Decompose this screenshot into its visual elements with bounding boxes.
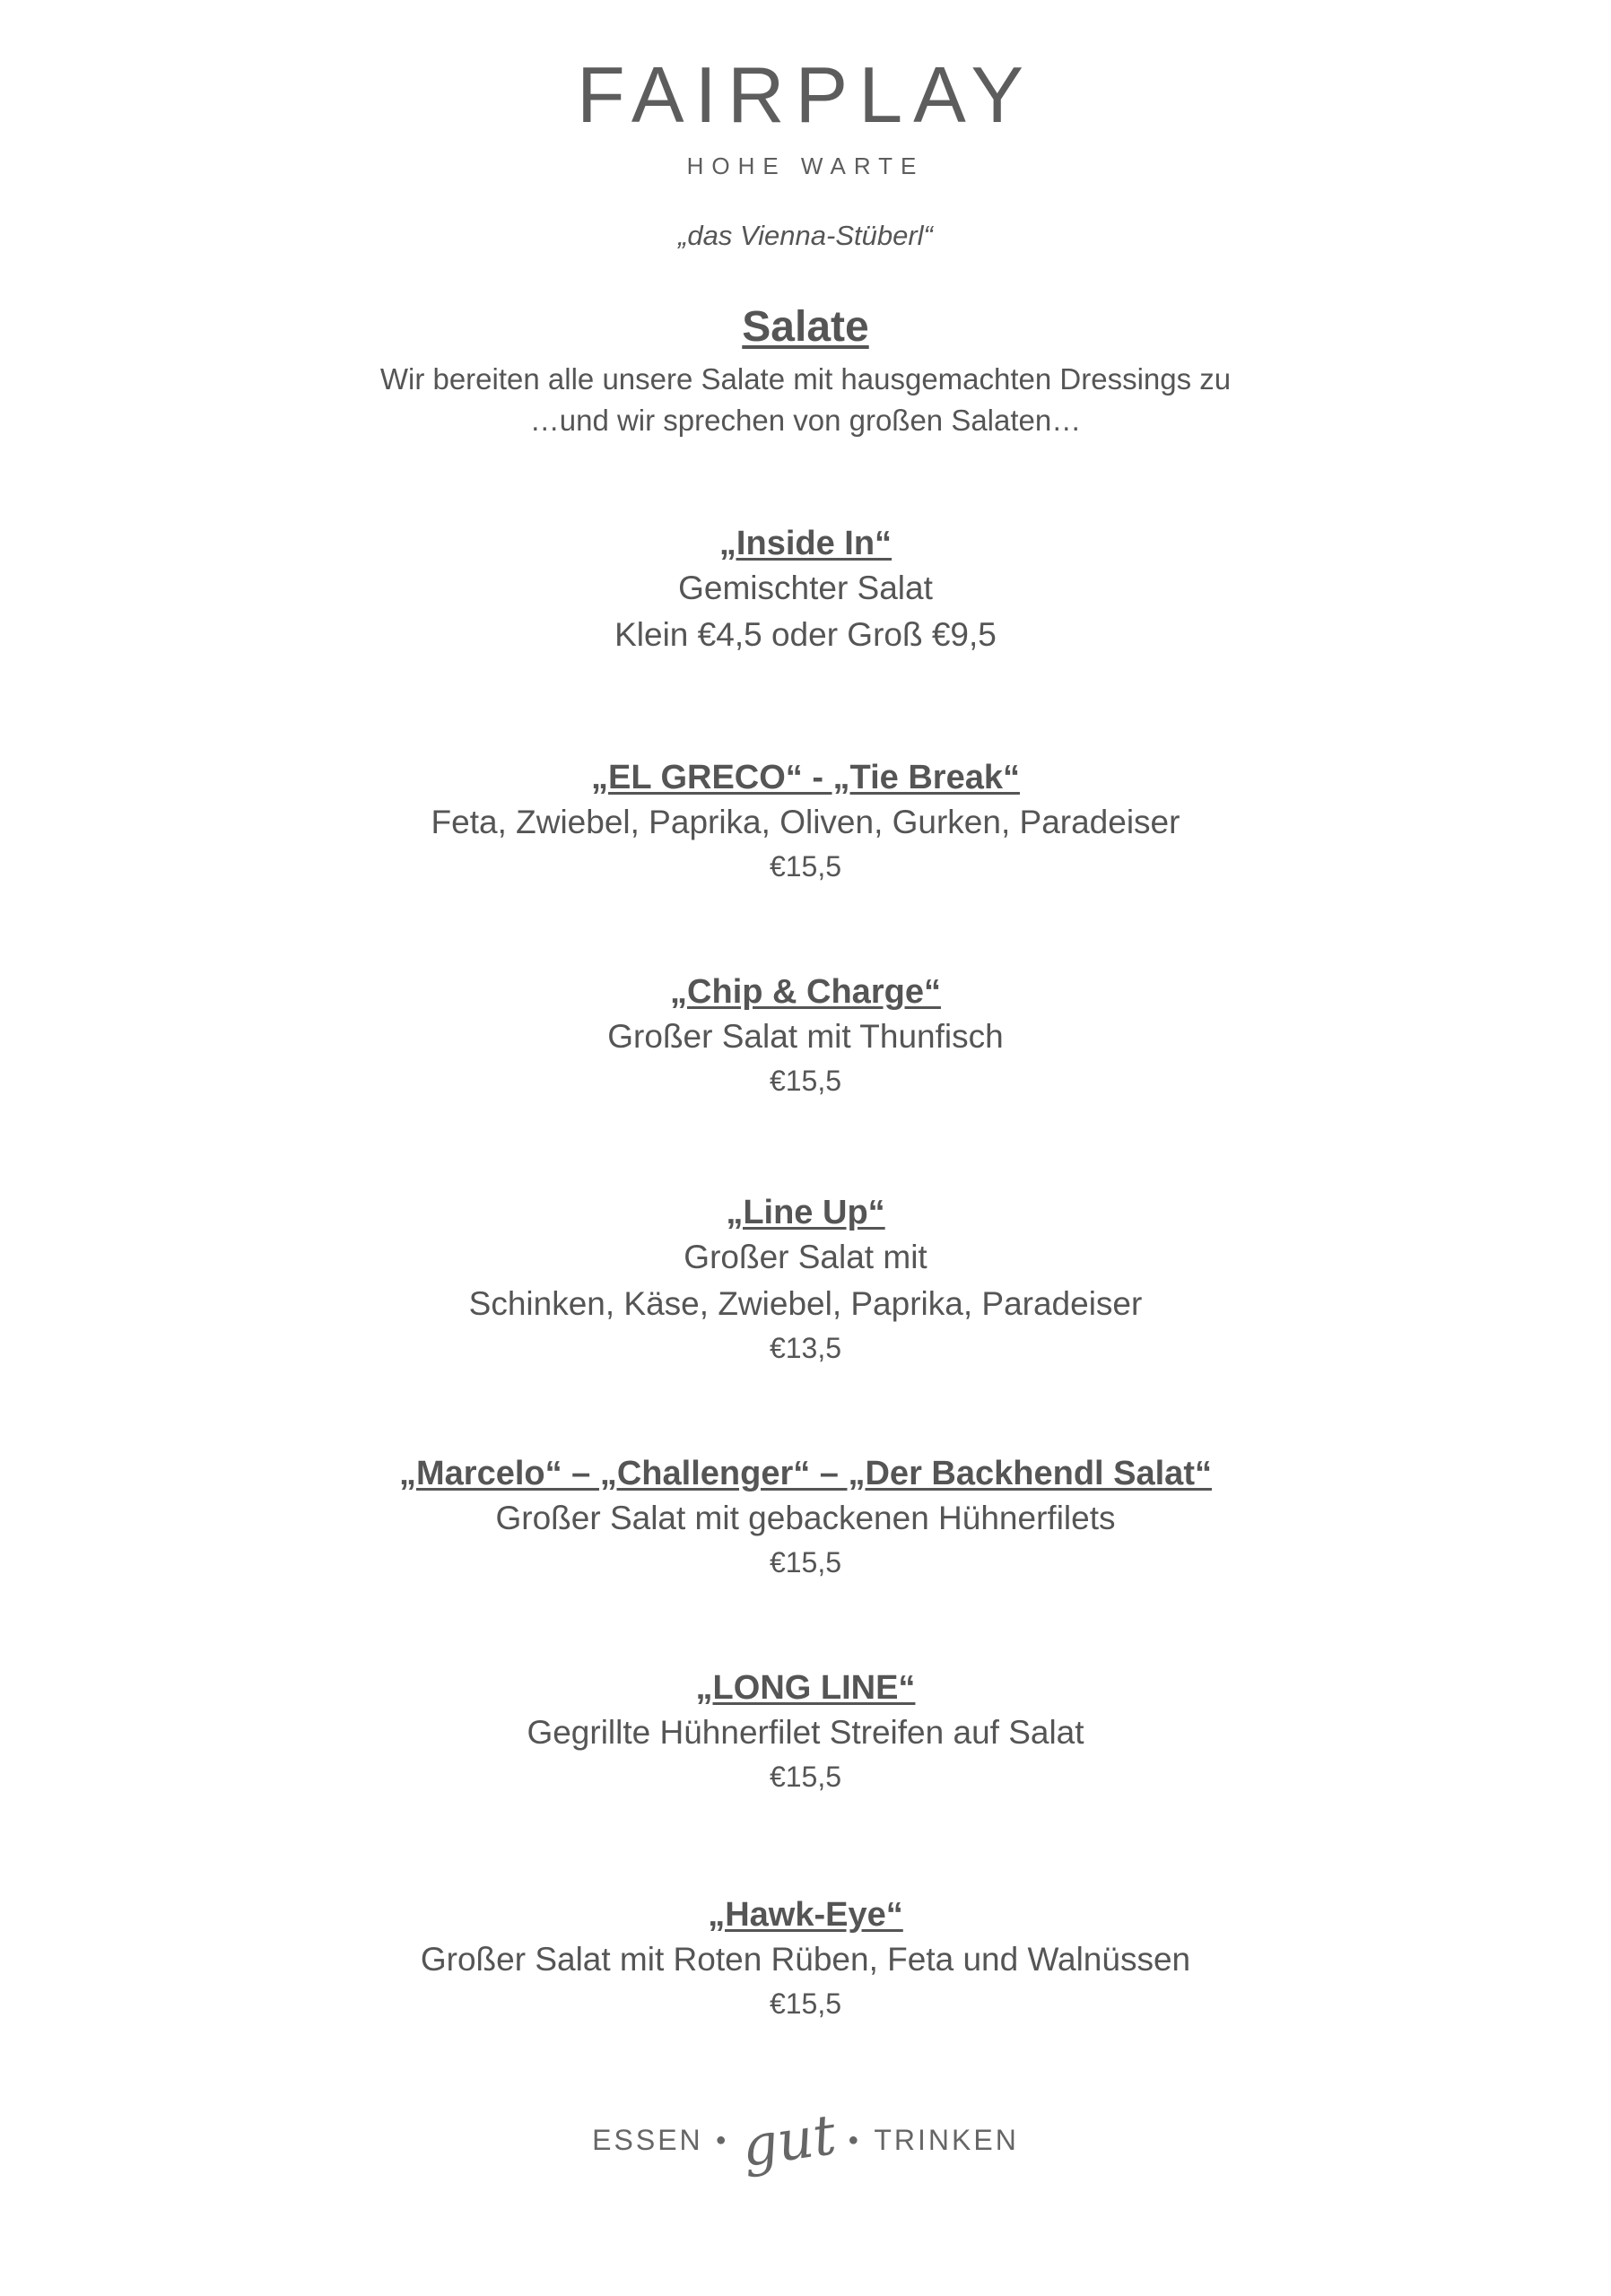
section-title: Salate: [742, 303, 869, 351]
menu-item-name: „LONG LINE“: [695, 1669, 916, 1707]
menu-item-price: €15,5: [769, 1545, 842, 1578]
menu-item-name: „EL GRECO“ - „Tie Break“: [591, 759, 1020, 796]
menu-item-desc: Großer Salat mit: [684, 1238, 927, 1275]
menu-item-price: €13,5: [769, 1331, 842, 1364]
bullet-icon: ●: [715, 2130, 729, 2150]
menu-item-desc: Gemischter Salat: [678, 569, 933, 606]
menu-item-desc: Großer Salat mit Thunfisch: [607, 1017, 1004, 1055]
menu-item-name: „Hawk-Eye“: [708, 1896, 903, 1934]
menu-item-desc: Feta, Zwiebel, Paprika, Oliven, Gurken, Paradeiser: [431, 803, 1180, 840]
footer-slogan: [0, 2101, 1611, 2179]
menu-item: [0, 1193, 1611, 1369]
menu-item-desc: Großer Salat mit Roten Rüben, Feta und Walnüssen: [420, 1940, 1191, 1978]
tagline: „das Vienna-Stüberl“: [678, 220, 933, 251]
menu-item: [0, 1668, 1611, 1797]
menu-item: [0, 758, 1611, 887]
intro-line-1: Wir bereiten alle unsere Salate mit hausgemachten Dressings zu: [379, 362, 1232, 396]
logo-subtitle: HOHE WARTE: [686, 152, 925, 179]
menu-item-desc: Großer Salat mit gebackenen Hühnerfilets: [495, 1499, 1116, 1536]
menu-item-price: €15,5: [769, 1760, 842, 1793]
intro-line-2: …und wir sprechen von großen Salaten…: [529, 404, 1082, 437]
menu-item-name: „Inside In“: [718, 525, 893, 562]
menu-item-desc: Gegrillte Hühnerfilet Streifen auf Salat: [527, 1713, 1084, 1751]
footer-right: TRINKEN: [874, 2124, 1019, 2156]
footer-left: ESSEN: [592, 2124, 703, 2156]
menu-item-price: €15,5: [769, 1987, 842, 2020]
menu-item-name: „Marcelo“ – „Challenger“ – „Der Backhendl Salat“: [399, 1455, 1212, 1492]
menu-item: [0, 972, 1611, 1101]
menu-item-price: €15,5: [769, 849, 842, 883]
menu-item-name: „Chip & Charge“: [670, 973, 941, 1011]
bullet-icon: ●: [848, 2130, 862, 2150]
menu-item-desc: Schinken, Käse, Zwiebel, Paprika, Paradeiser: [468, 1284, 1143, 1322]
menu-item: [0, 1454, 1611, 1583]
footer-script: gut: [737, 2101, 840, 2179]
menu-item: [0, 1895, 1611, 2024]
section-intro: [0, 359, 1611, 441]
menu-item-price: €15,5: [769, 1064, 842, 1097]
menu-item: [0, 524, 1611, 658]
menu-item-name: „Line Up“: [726, 1194, 885, 1231]
logo: FAIRPLAY: [576, 50, 1035, 139]
menu-item-desc: Klein €4,5 oder Groß €9,5: [614, 615, 997, 653]
